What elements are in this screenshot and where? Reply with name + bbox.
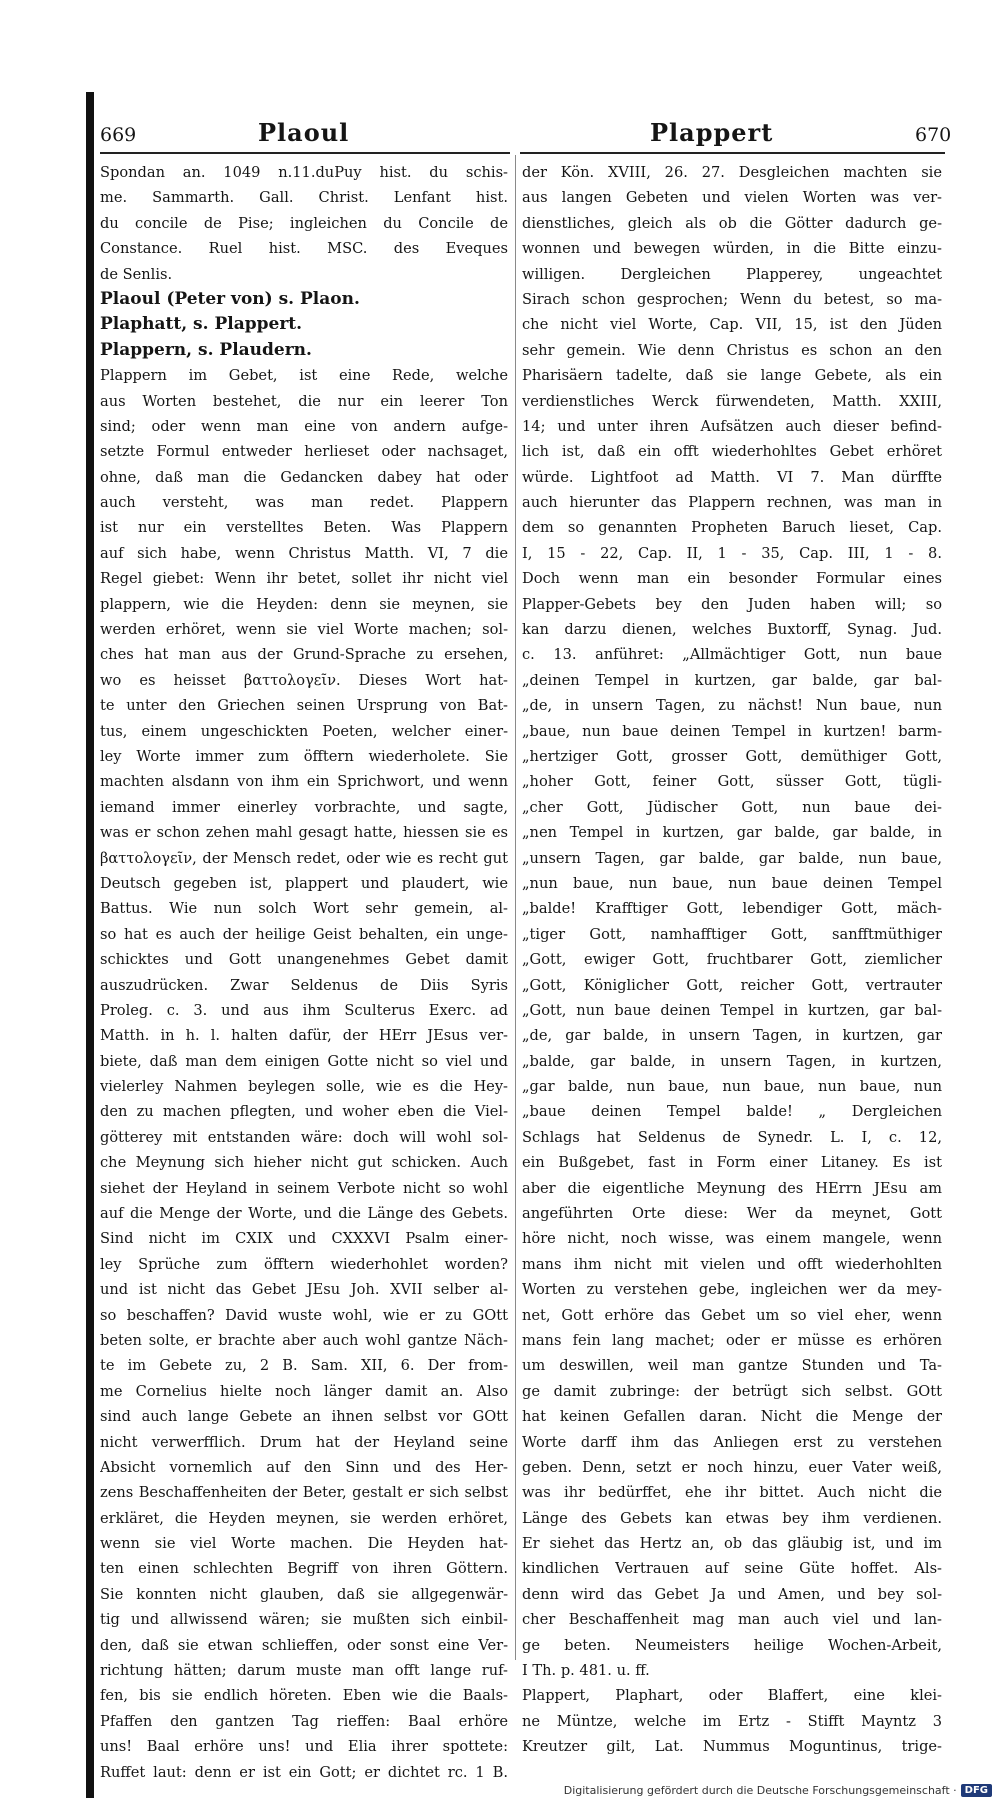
text-line: Länge des Gebets kan etwas bey ihm verdienen.: [522, 1506, 942, 1531]
text-line: so beschaffen? David wuste wohl, wie er zu GOtt: [100, 1303, 508, 1328]
text-line: Sie konnten nicht glauben, daß sie allgegenwär-: [100, 1582, 508, 1607]
entry-headword: Plaoul (Peter von) s. Plaon.: [100, 287, 508, 312]
text-line: ge damit zubringe: der betrügt sich selbst. GOtt: [522, 1379, 942, 1404]
scan-binding-edge: [86, 92, 94, 1798]
text-line: und ist nicht das Gebet JEsu Joh. XVII selber al-: [100, 1277, 508, 1302]
text-line: den, daß sie etwan schlieffen, oder sonst eine Ver-: [100, 1633, 508, 1658]
text-line: dem so genannten Propheten Baruch lieset, Cap.: [522, 515, 942, 540]
text-line: auf die Menge der Worte, und die Länge des Gebets.: [100, 1201, 508, 1226]
text-line: Plapper-Gebets bey den Juden haben will; so: [522, 592, 942, 617]
text-line: was er schon zehen mahl gesagt hatte, hiessen sie es: [100, 820, 508, 845]
text-line: tus, einem ungeschickten Poeten, welcher einer-: [100, 719, 508, 744]
text-line: ein Bußgebet, fast in Form einer Litaney. Es ist: [522, 1150, 942, 1175]
text-line: Worten zu verstehen gebe, ingleichen wer da mey-: [522, 1277, 942, 1302]
text-line: auf sich habe, wenn Christus Matth. VI, 7 die: [100, 541, 508, 566]
text-line: „hoher Gott, feiner Gott, süsser Gott, tügli-: [522, 769, 942, 794]
text-line: fen, bis sie endlich höreten. Eben wie die Baals-: [100, 1683, 508, 1708]
text-line: te im Gebete zu, 2 B. Sam. XII, 6. Der from-: [100, 1353, 508, 1378]
digitization-footer: [564, 1784, 992, 1797]
text-line: „unsern Tagen, gar balde, gar balde, nun baue,: [522, 846, 942, 871]
column-divider: [515, 155, 516, 1660]
text-line: dienstliches, gleich als ob die Götter dadurch ge-: [522, 211, 942, 236]
text-line: me. Sammarth. Gall. Christ. Lenfant hist.: [100, 185, 508, 210]
text-line: uns! Baal erhöre uns! und Elia ihrer spottete:: [100, 1734, 508, 1759]
entry-headword: Plaphatt, s. Plappert.: [100, 312, 508, 337]
text-line: höre nicht, noch wisse, was einem mangele, wenn: [522, 1226, 942, 1251]
text-line: sind auch lange Gebete an ihnen selbst vor GOtt: [100, 1404, 508, 1429]
text-line: auch hierunter das Plappern rechnen, was man in: [522, 490, 942, 515]
text-line: schicktes und Gott unangenehmes Gebet damit: [100, 947, 508, 972]
text-line: Sind nicht im CXIX und CXXXVI Psalm einer-: [100, 1226, 508, 1251]
text-line: „de, in unsern Tagen, zu nächst! Nun baue, nun: [522, 693, 942, 718]
text-line: siehet der Heyland in seinem Verbote nicht so wohl: [100, 1176, 508, 1201]
text-line: Schlags hat Seldenus de Synedr. L. I, c. 12,: [522, 1125, 942, 1150]
text-line: mans ihm nicht mit vielen und offt wiederhohlten: [522, 1252, 942, 1277]
text-line: Plappern im Gebet, ist eine Rede, welche: [100, 363, 508, 388]
text-line: net, Gott erhöre das Gebet um so viel eher, wenn: [522, 1303, 942, 1328]
dfg-logo: DFG: [961, 1784, 992, 1797]
left-page-number: 669: [100, 124, 136, 146]
text-line: „gar balde, nun baue, nun baue, nun baue, nun: [522, 1074, 942, 1099]
text-line: „deinen Tempel in kurtzen, gar balde, gar bal-: [522, 668, 942, 693]
text-line: wo es heisset βαττολογεῖν. Dieses Wort hat-: [100, 668, 508, 693]
text-line: kan darzu dienen, welches Buxtorff, Synag. Jud.: [522, 617, 942, 642]
text-line: „cher Gott, Jüdischer Gott, nun baue dei-: [522, 795, 942, 820]
left-text-column: [100, 160, 508, 1802]
text-line: biete, daß man dem einigen Gotte nicht so viel und: [100, 1049, 508, 1074]
text-line: lich ist, daß ein offt wiederhohltes Gebet erhöret: [522, 439, 942, 464]
text-line: auch versteht, was man redet. Plappern: [100, 490, 508, 515]
text-line: nicht verwerfflich. Drum hat der Heyland seine: [100, 1430, 508, 1455]
text-line: 14; und unter ihren Aufsätzen auch dieser befind-: [522, 414, 942, 439]
text-line: Spondan an. 1049 n.11.duPuy hist. du schis-: [100, 160, 508, 185]
text-line: iemand immer einerley vorbrachte, und sagte,: [100, 795, 508, 820]
text-line: beten solte, er brachte aber auch wohl gantze Näch-: [100, 1328, 508, 1353]
right-text-column: [522, 160, 942, 1760]
text-line: zens Beschaffenheiten der Beter, gestalt er sich selbst: [100, 1480, 508, 1505]
text-line: wonnen und bewegen würden, in die Bitte einzu-: [522, 236, 942, 261]
text-line: was ihr bedürffet, ehe ihr bittet. Auch nicht die: [522, 1480, 942, 1505]
text-line: ne Müntze, welche im Ertz - Stifft Mayntz 3: [522, 1709, 942, 1734]
text-line: c. 13. anführet: „Allmächtiger Gott, nun baue: [522, 642, 942, 667]
text-line: sehr gemein. Wie denn Christus es schon an den: [522, 338, 942, 363]
text-line: ist nur ein verstelltes Beten. Was Plappern: [100, 515, 508, 540]
text-line: willigen. Dergleichen Plapperey, ungeachtet: [522, 262, 942, 287]
text-line: Battus. Wie nun solch Wort sehr gemein, al-: [100, 896, 508, 921]
text-line: Pharisäern tadelte, daß sie lange Gebete, als ein: [522, 363, 942, 388]
text-line: Matth. in h. l. halten dafür, der HErr JEsus ver-: [100, 1023, 508, 1048]
text-line: Regel giebet: Wenn ihr betet, sollet ihr nicht viel: [100, 566, 508, 591]
text-line: „tiger Gott, namhafftiger Gott, sanfftmüthiger: [522, 922, 942, 947]
text-line: Er siehet das Hertz an, ob das gläubig ist, und im: [522, 1531, 942, 1556]
text-line: ches hat man aus der Grund-Sprache zu ersehen,: [100, 642, 508, 667]
text-line: che nicht viel Worte, Cap. VII, 15, ist den Jüden: [522, 312, 942, 337]
text-line: richtung hätten; darum muste man offt lange ruf-: [100, 1658, 508, 1683]
text-line: machten alsdann von ihm ein Sprichwort, und wenn: [100, 769, 508, 794]
text-line: aus langen Gebeten und vielen Worten was ver-: [522, 185, 942, 210]
text-line: angeführten Orte diese: Wer da meynet, Gott: [522, 1201, 942, 1226]
text-line: götterey mit entstanden wäre: doch will wohl sol-: [100, 1125, 508, 1150]
text-line: setzte Formul entweder herlieset oder nachsaget,: [100, 439, 508, 464]
text-line: auszudrücken. Zwar Seldenus de Diis Syris: [100, 973, 508, 998]
text-line: Plappert, Plaphart, oder Blaffert, eine klei-: [522, 1683, 942, 1708]
text-line: verdienstliches Werck fürwendeten, Matth. XXIII,: [522, 389, 942, 414]
text-line: „baue deinen Tempel balde! „ Dergleichen: [522, 1099, 942, 1124]
text-line: I Th. p. 481. u. ff.: [522, 1658, 942, 1683]
right-running-headword: Plappert: [650, 118, 773, 147]
text-line: ge beten. Neumeisters heilige Wochen-Arbeit,: [522, 1633, 942, 1658]
text-line: de Senlis.: [100, 262, 508, 287]
text-line: „de, gar balde, in unsern Tagen, in kurtzen, gar: [522, 1023, 942, 1048]
text-line: geben. Denn, setzt er noch hinzu, euer Vater weiß,: [522, 1455, 942, 1480]
text-line: vielerley Nahmen beylegen solle, wie es die Hey-: [100, 1074, 508, 1099]
text-line: „Gott, nun baue deinen Tempel in kurtzen, gar bal-: [522, 998, 942, 1023]
text-line: Proleg. c. 3. und aus ihm Sculterus Exerc. ad: [100, 998, 508, 1023]
text-line: werden erhöret, wenn sie viel Worte machen; sol-: [100, 617, 508, 642]
text-line: um deswillen, weil man gantze Stunden und Ta-: [522, 1353, 942, 1378]
text-line: „hertziger Gott, grosser Gott, demüthiger Gott,: [522, 744, 942, 769]
text-line: Deutsch gegeben ist, plappert und plaudert, wie: [100, 871, 508, 896]
text-line: du concile de Pise; ingleichen du Concile de: [100, 211, 508, 236]
text-line: „nen Tempel in kurtzen, gar balde, gar balde, in: [522, 820, 942, 845]
left-running-headword: Plaoul: [258, 118, 349, 147]
text-line: kindlichen Vertrauen auf seine Güte hoffet. Als-: [522, 1556, 942, 1581]
text-line: „Gott, ewiger Gott, fruchtbarer Gott, ziemlicher: [522, 947, 942, 972]
text-line: ley Worte immer zum öfftern wiederholete. Sie: [100, 744, 508, 769]
footer-credit: Digitalisierung gefördert durch die Deutsche Forschungsgemeinschaft ·: [564, 1784, 957, 1797]
text-line: Absicht vornemlich auf den Sinn und des Her-: [100, 1455, 508, 1480]
text-line: wenn sie viel Worte machen. Die Heyden hat-: [100, 1531, 508, 1556]
text-line: „baue, nun baue deinen Tempel in kurtzen! barm-: [522, 719, 942, 744]
text-line: ohne, daß man die Gedancken dabey hat oder: [100, 465, 508, 490]
text-line: erkläret, die Heyden meynen, sie werden erhöret,: [100, 1506, 508, 1531]
text-line: denn wird das Gebet Ja und Amen, und bey sol-: [522, 1582, 942, 1607]
entry-headword: Plappern, s. Plaudern.: [100, 338, 508, 363]
text-line: me Cornelius hielte noch länger damit an. Also: [100, 1379, 508, 1404]
text-line: Pfaffen den gantzen Tag rieffen: Baal erhöre: [100, 1709, 508, 1734]
text-line: I, 15 - 22, Cap. II, 1 - 35, Cap. III, 1 - 8.: [522, 541, 942, 566]
text-line: „Gott, Königlicher Gott, reicher Gott, vertrauter: [522, 973, 942, 998]
text-line: Ruffet laut: denn er ist ein Gott; er dichtet rc. 1 B.: [100, 1760, 508, 1785]
text-line: Doch wenn man ein besonder Formular eines: [522, 566, 942, 591]
text-line: „balde! Krafftiger Gott, lebendiger Gott, mäch-: [522, 896, 942, 921]
text-line: Worte darff ihm das Anliegen erst zu verstehen: [522, 1430, 942, 1455]
text-line: den zu machen pflegten, und woher eben die Viel-: [100, 1099, 508, 1124]
text-line: Kreutzer gilt, Lat. Nummus Moguntinus, trige-: [522, 1734, 942, 1759]
text-line: mans fein lang machet; oder er müsse es erhören: [522, 1328, 942, 1353]
text-line: plappern, wie die Heyden: denn sie meynen, sie: [100, 592, 508, 617]
text-line: würde. Lightfoot ad Matth. VI 7. Man dürffte: [522, 465, 942, 490]
text-line: tig und allwissend wären; sie mußten sich einbil-: [100, 1607, 508, 1632]
text-line: Constance. Ruel hist. MSC. des Eveques: [100, 236, 508, 261]
text-line: „nun baue, nun baue, nun baue deinen Tempel: [522, 871, 942, 896]
text-line: sind; oder wenn man eine von andern aufge-: [100, 414, 508, 439]
text-line: ten einen schlechten Begriff von ihren Göttern.: [100, 1556, 508, 1581]
text-line: aber die eigentliche Meynung des HErrn JEsu am: [522, 1176, 942, 1201]
right-page-number: 670: [915, 124, 951, 146]
text-line: Sirach schon gesprochen; Wenn du betest, so ma-: [522, 287, 942, 312]
text-line: ley Sprüche zum öfftern wiederhohlet worden?: [100, 1252, 508, 1277]
text-line: „balde, gar balde, in unsern Tagen, in kurtzen,: [522, 1049, 942, 1074]
text-line: te unter den Griechen seinen Ursprung von Bat-: [100, 693, 508, 718]
text-line: so hat es auch der heilige Geist behalten, ein unge-: [100, 922, 508, 947]
text-line: βαττολογεῖν, der Mensch redet, oder wie es recht gut: [100, 846, 508, 871]
left-header-rule: [100, 152, 510, 154]
text-line: cher Beschaffenheit mag man auch viel und lan-: [522, 1607, 942, 1632]
right-header-rule: [520, 152, 945, 154]
text-line: aus Worten bestehet, die nur ein leerer Ton: [100, 389, 508, 414]
text-line: hat keinen Gefallen daran. Nicht die Menge der: [522, 1404, 942, 1429]
text-line: der Kön. XVIII, 26. 27. Desgleichen machten sie: [522, 160, 942, 185]
text-line: che Meynung sich hieher nicht gut schicken. Auch: [100, 1150, 508, 1175]
